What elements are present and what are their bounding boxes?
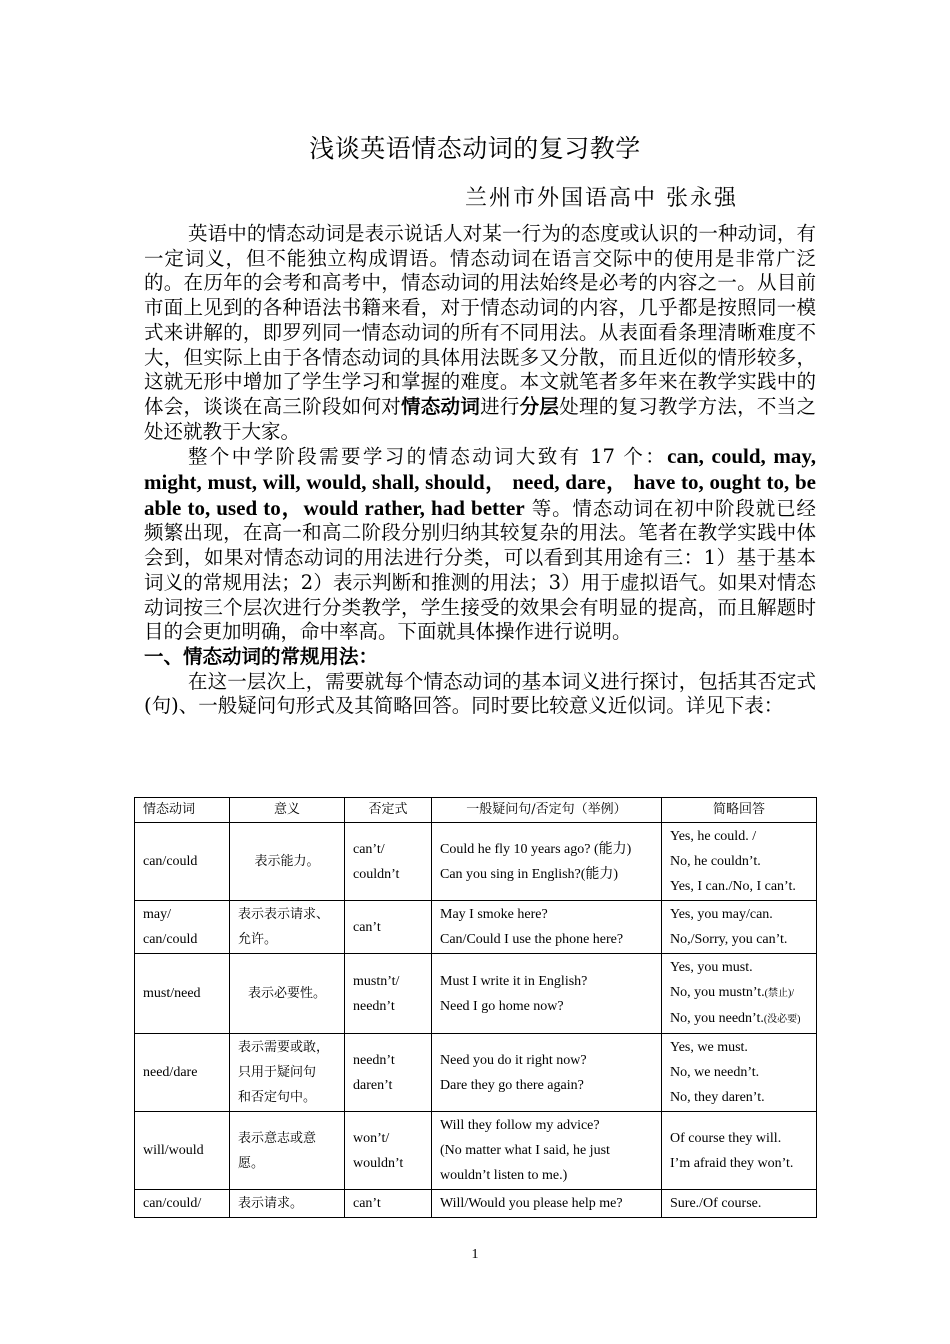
meaning-cell: 表示表示请求、 允许。 [230,901,345,954]
meaning-cell: 表示请求。 [230,1190,345,1218]
page-number: 1 [471,1247,479,1262]
verb-cell: can/could [135,823,230,901]
table-row [135,1034,817,1112]
meaning-cell: 表示意志或意 愿。 [230,1112,345,1190]
verb-line: may/ [143,907,171,922]
answer-note: (没必要) [763,1014,801,1025]
answer-cell: Yes, we must. No, we needn’t. No, they daren’t. [662,1034,817,1112]
meaning-cell: 表示需要或敢， 只用于疑问句 和否定句中。 [230,1034,345,1112]
author-line: 兰州市外国语高中 张永强 [465,186,738,211]
article-body [144,222,816,719]
meaning-cell: 表示必要性。 [230,954,345,1034]
answer-cell: Yes, you must. No, you mustn’t.(禁止)/ No, you needn’t.(没必要) [662,954,817,1034]
table-header-cell: 简略回答 [662,798,817,823]
answer-cell: Of course they will. I’m afraid they won’t. [662,1112,817,1190]
answer-cell: Sure./Of course. [662,1190,817,1218]
paragraph-modal-list: 整个中学阶段需要学习的情态动词大致有 17 个：can, could, may, might, must, will, would, shall, should， need, dare， have to, ought to, be able to, used to，would rather, had better 等。情态动词在初中阶段就已经频繁出现，在高一和高二阶段分别归纳其较复杂的用法。笔者在教学实践中体会到，如果对情态动词的用法进行分类，可以看到其用途有三：1）基于基本词义的常规用法；2）表示判断和推测的用法；3）用于虚拟语气。如果对情态动词按三个层次进行分类教学，学生接受的效果会有明显的提高，而且解题时目的会更加明确，命中率高。下面就具体操作进行说明。 [144,444,816,644]
verb-cell [135,901,230,954]
table-row [135,954,817,1034]
table-header-row [135,798,817,823]
table-header-cell: 意义 [230,798,345,823]
emphasis-modal-verbs: 情态动词 [401,394,481,418]
example-cell: May I smoke here? Can/Could I use the phone here? [432,901,662,954]
paragraph-section-1: 在这一层次上，需要就每个情态动词的基本词义进行探讨，包括其否定式(句)、一般疑问句形式及其简略回答。同时要比较意义近似词。详见下表： [144,669,816,718]
answer-note: (禁止)/ [764,988,795,999]
table-row [135,823,817,901]
negative-cell: can’t [345,1190,432,1218]
negative-cell: mustn’t/ needn’t [345,954,432,1034]
verb-cell: must/need [135,954,230,1034]
verb-cell: need/dare [135,1034,230,1112]
negative-cell: won’t/ wouldn’t [345,1112,432,1190]
verb-line: can/could [143,932,198,947]
table-header-cell: 情态动词 [135,798,230,823]
section-heading-1: 一、情态动词的常规用法： [144,644,379,668]
modal-verb-table [134,797,817,1218]
table-row [135,1112,817,1190]
negative-cell: needn’t daren’t [345,1034,432,1112]
table-header-cell: 一般疑问句/否定句（举例） [432,798,662,823]
example-cell: Will they follow my advice? (No matter what I said, he just wouldn’t listen to me.) [432,1112,662,1190]
table-row [135,901,817,954]
verb-cell: will/would [135,1112,230,1190]
paragraph-intro: 英语中的情态动词是表示说话人对某一行为的态度或认识的一种动词，有一定词义，但不能独立构成谓语。情态动词在语言交际中的使用是非常广泛的。在历年的会考和高考中，情态动词的用法始终是必考的内容之一。从目前市面上见到的各种语法书籍来看，对于情态动词的内容，几乎都是按照同一模式来讲解的，即罗列同一情态动词的所有不同用法。从表面看条理清晰难度不大，但实际上由于各情态动词的具体用法既多又分散，而且近似的情形较多，这就无形中增加了学生学习和掌握的难度。本文就笔者多年来在教学实践中的体会，谈谈在高三阶段如何对情态动词进行分层处理的复习教学方法，不当之处还就教于大家。 [144,222,816,443]
meaning-cell: 表示能力。 [230,823,345,901]
example-cell: Will/Would you please help me? [432,1190,662,1218]
example-cell: Must I write it in English? Need I go home now? [432,954,662,1034]
verb-cell: can/could/ [135,1190,230,1218]
negative-cell: can’t [345,901,432,954]
modal-verb-list: can, could, may, might, must, will, would, shall, should， need, dare， have to, ought to, be able to, used to，would rather, had better [144,444,816,520]
emphasis-layered: 分层 [519,394,560,418]
answer-cell: Yes, you may/can. No,/Sorry, you can’t. [662,901,817,954]
answer-cell: Yes, he could. / No, he couldn’t. Yes, I can./No, I can’t. [662,823,817,901]
table-header-cell: 否定式 [345,798,432,823]
example-cell: Could he fly 10 years ago? (能力) Can you sing in English?(能力) [432,823,662,901]
negative-cell: can’t/ couldn’t [345,823,432,901]
example-cell: Need you do it right now? Dare they go there again? [432,1034,662,1112]
article-title: 浅谈英语情态动词的复习教学 [309,134,641,163]
table-row [135,1190,817,1218]
